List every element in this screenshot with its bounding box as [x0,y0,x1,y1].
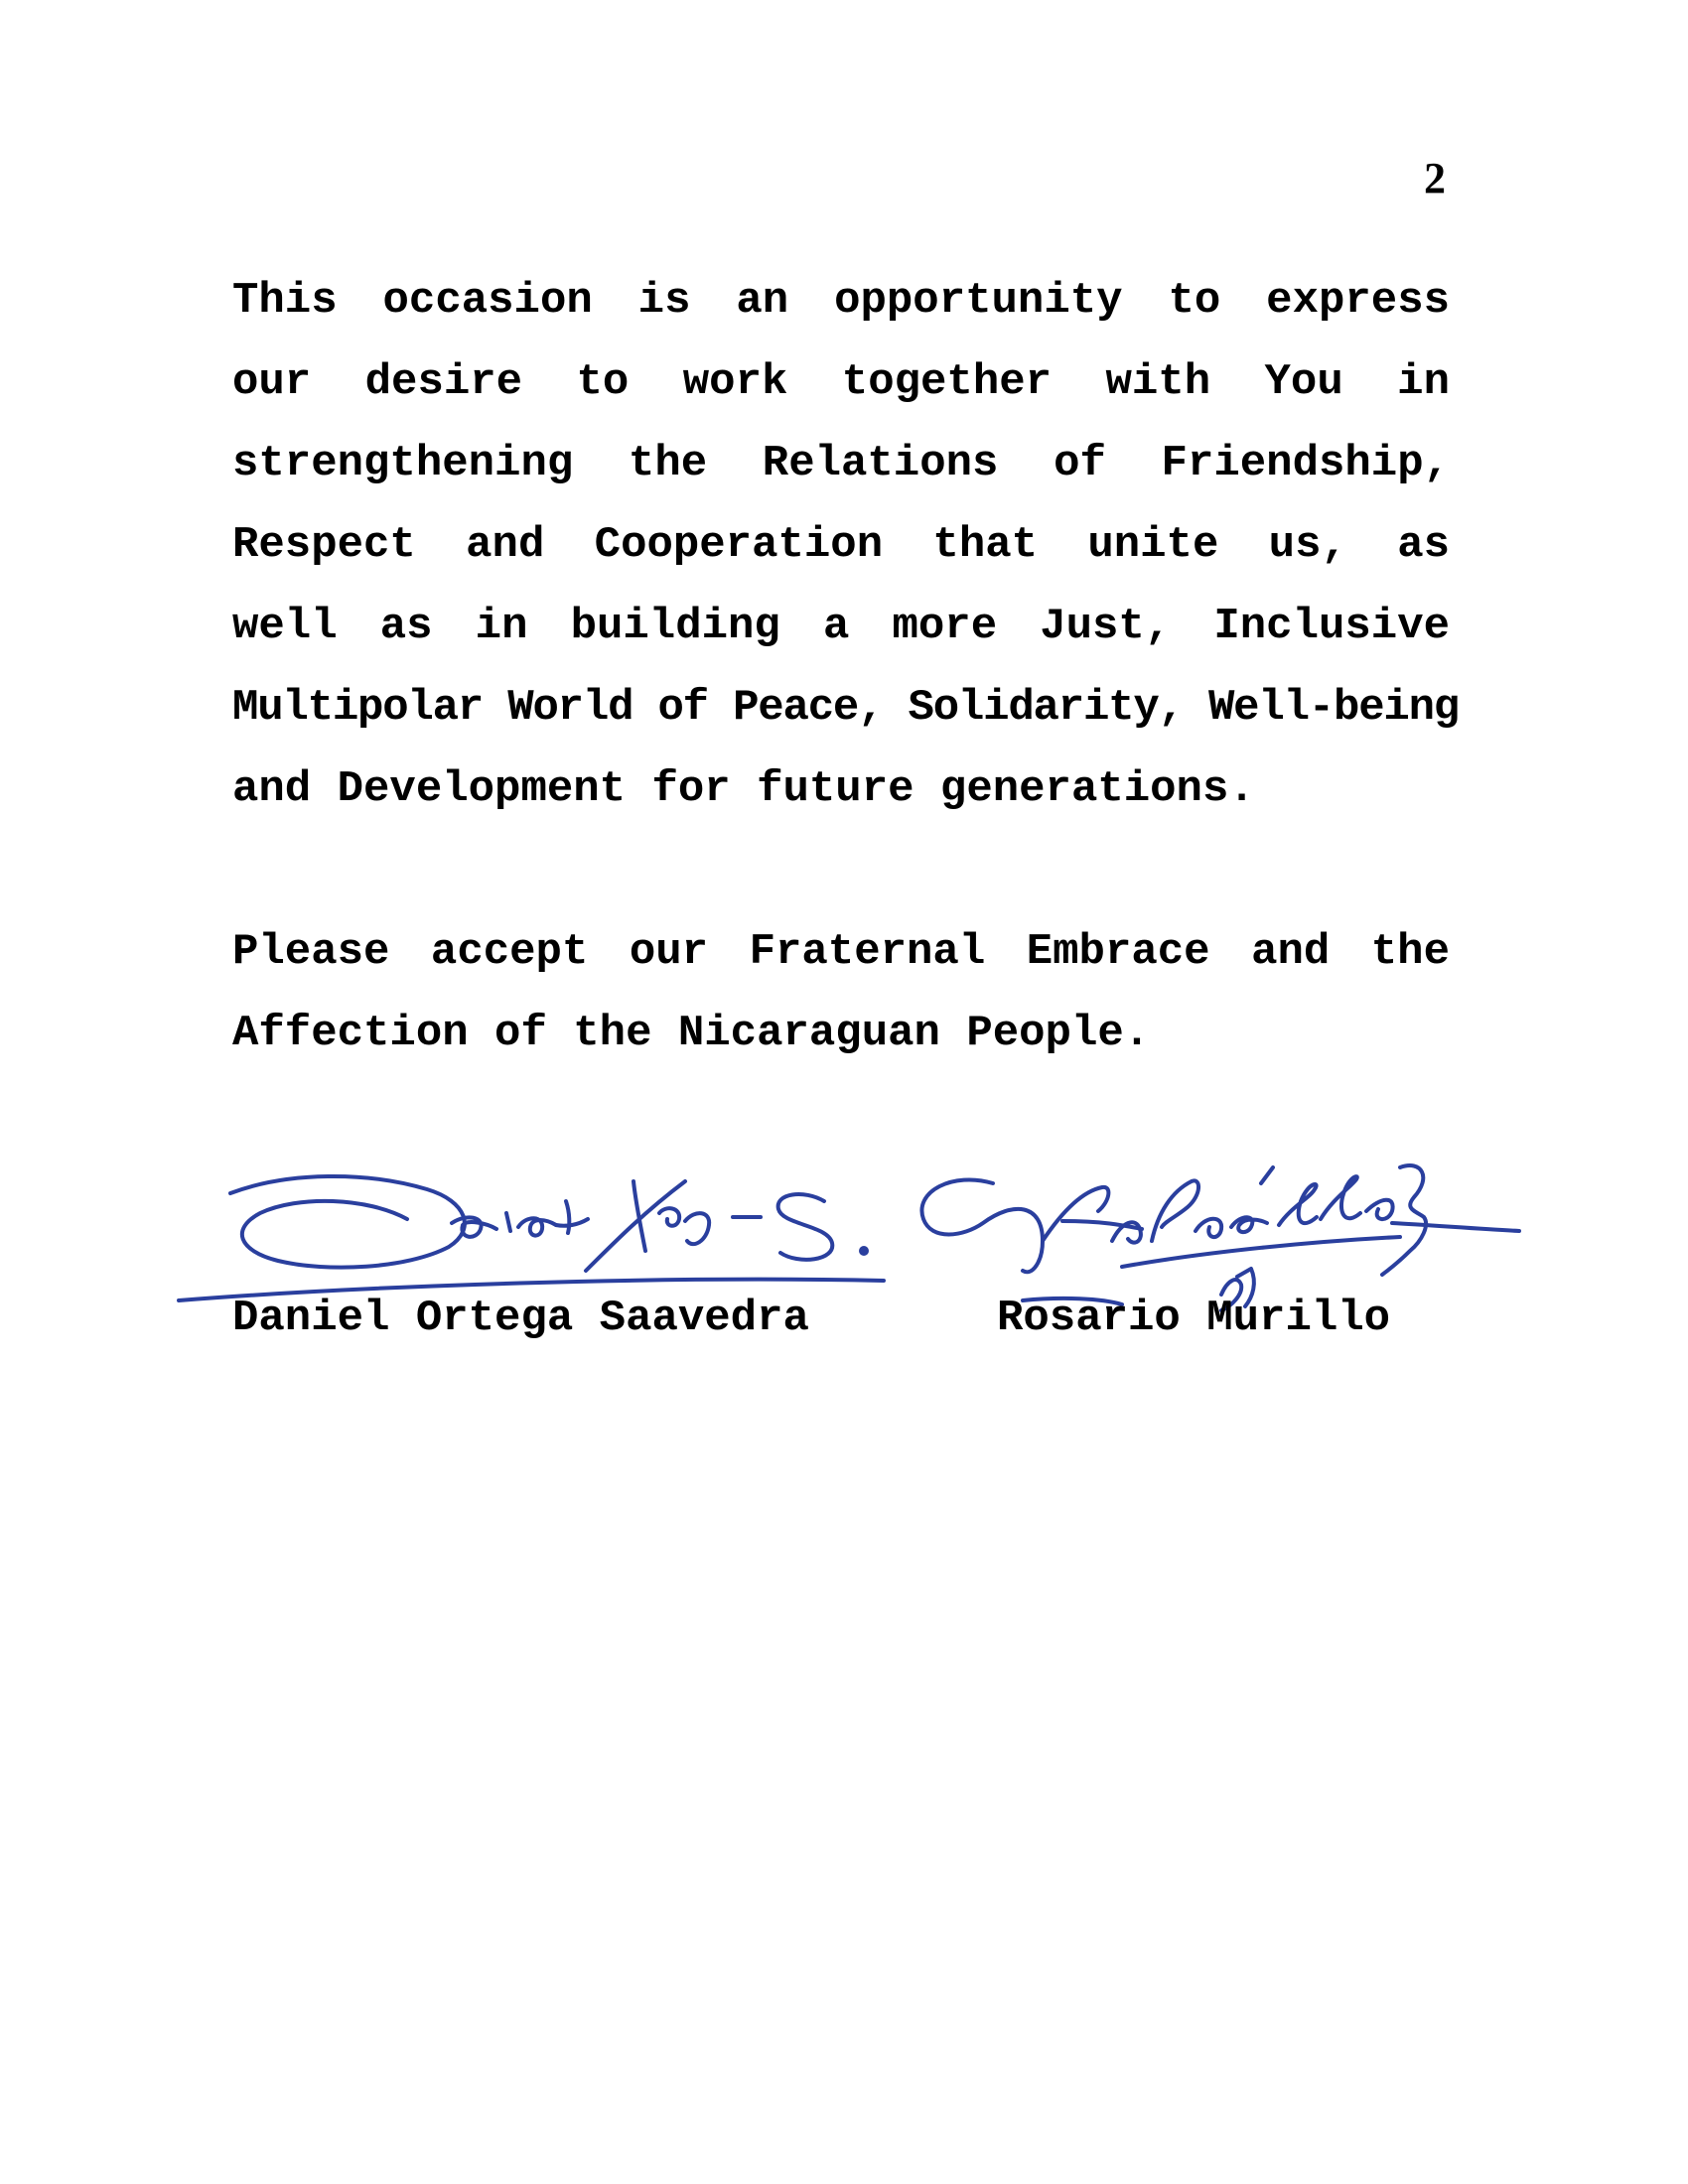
signer-name-daniel-ortega: Daniel Ortega Saavedra [232,1294,809,1343]
page-number: 2 [1424,154,1446,203]
paragraph-line: strengthening the Relations of Friendship, [232,439,1450,488]
paragraph-line: and Development for future generations. [232,764,1255,814]
signer-name-rosario-murillo: Rosario Murillo [997,1294,1391,1343]
letter-paragraph-2 [232,911,1450,1074]
signature-daniel-ortega [179,1176,884,1300]
paragraph-line: Multipolar World of Peace, Solidarity, Well-being [232,683,1460,733]
signature-rosario-murillo [921,1165,1519,1310]
paragraph-line: well as in building a more Just, Inclusive [232,602,1450,651]
paragraph-line: Please accept our Fraternal Embrace and the [232,927,1450,977]
paragraph-line: This occasion is an opportunity to express [232,276,1450,326]
paragraph-line: our desire to work together with You in [232,357,1450,407]
letter-paragraph-1 [232,260,1460,830]
paragraph-line: Affection of the Nicaraguan People. [232,1009,1151,1058]
paragraph-line: Respect and Cooperation that unite us, as [232,520,1450,570]
